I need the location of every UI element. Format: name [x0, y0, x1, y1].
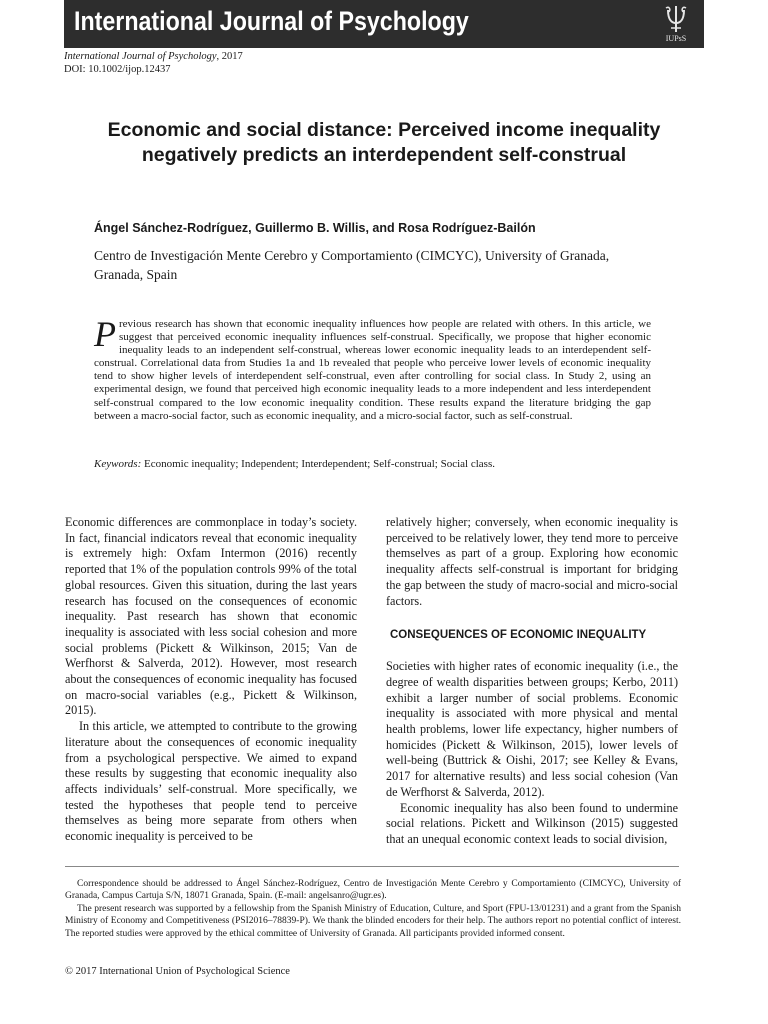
body-paragraph: In this article, we attempted to contribute to the growing literature about the consequences of economic inequality from a psychological perspective. We aimed to expand these results by suggesting that economic inequality also affects individuals’ self-construal. More specifically, we tested the hypotheses that people tend to perceive themselves as being more separate from others when economic inequality is perceived to be	[65, 719, 357, 844]
body-paragraph: Economic inequality has also been found to undermine social relations. Pickett and Wilkinson (2015) suggested that an unequal economic context leads to social division,	[386, 800, 678, 846]
article-title: Economic and social distance: Perceived income inequality negatively predicts an interdependent self-construal	[107, 119, 661, 166]
citation-line	[64, 50, 243, 63]
keywords	[94, 458, 495, 471]
citation-journal: International Journal of Psychology	[64, 51, 217, 62]
abstract-text: revious research has shown that economic inequality influences how people are related with others. In this article, we suggest that perceived economic inequality influences self-construal. Specifically, we propose that higher economic inequality leads to an independent self-construal, whereas lower economic inequality leads to an interdependent self-construal. Correlational data from Studies 1a and 1b revealed that people who perceive lower levels of economic inequality tend to show higher levels of interdependent self-construal, even after controlling for social class. In Study 2, using an experimental design, we found that perceived high economic inequality leads to a more independent and less interdependent self-construal compared to the low economic inequality condition. These results expand the literature bridging the gap between a macro-social factor, such as economic inequality, and a micro-social factor, such as self-construal.	[94, 318, 651, 422]
funding-note: The present research was supported by a fellowship from the Spanish Ministry of Education, Culture, and Sport (FPU-13/01231) and a grant from the Spanish Ministry of Economy and Competitiveness (PSI2016–78839-P). We thank the blinded encoders for their help. The authors report no potential conflict of interest. The reported studies were approved by the ethical committee of University of Granada. All participants provided informed consent.	[65, 903, 681, 939]
body-column-right	[386, 515, 678, 848]
body-column-left	[65, 515, 357, 845]
section-heading: CONSEQUENCES OF ECONOMIC INEQUALITY	[390, 629, 647, 642]
journal-logo	[656, 4, 696, 46]
doi[interactable]: DOI: 10.1002/ijop.12437	[64, 64, 171, 75]
article-affiliation: Centro de Investigación Mente Cerebro y Comportamiento (CIMCYC), University of Granada, Granada, Spain	[94, 248, 610, 282]
logo-lettering: IUPsS	[665, 34, 687, 43]
journal-title: International Journal of Psychology	[74, 6, 469, 36]
body-paragraph: Economic differences are commonplace in today’s society. In fact, financial indicators reveal that economic inequality is extremely high: Oxfam Intermon (2016) recently reported that 1% of the population controls 99% of the total global resources. Given this situation, during the last years research has focused on the consequences of economic inequality. Past research has shown that economic inequality is associated with less social cohesion and more social problems (Pickett & Wilkinson, 2015; Van de Werfhorst & Salverda, 2012). However, most research about the consequences of economic inequality has focused on macro-social variables (e.g., Pickett & Wilkinson, 2015).	[65, 515, 357, 718]
correspondence-note: Correspondence should be addressed to Ángel Sánchez-Rodríguez, Centro de Investigación Mente Cerebro y Comportamiento (CIMCYC), University of Granada, Campus Cartuja S/N, 18071 Granada, Spain. (E-mail: angelsanro@ugr.es).	[65, 879, 681, 902]
keywords-label: Keywords:	[94, 458, 142, 470]
footnote-divider	[65, 866, 679, 867]
copyright: © 2017 International Union of Psychological Science	[65, 966, 290, 977]
citation-year: , 2017	[216, 51, 243, 62]
article-authors: Ángel Sánchez-Rodríguez, Guillermo B. Willis, and Rosa Rodríguez-Bailón	[94, 221, 536, 235]
journal-banner	[64, 0, 704, 48]
psi-emblem-icon	[663, 4, 689, 34]
footnotes	[65, 878, 681, 940]
body-paragraph: relatively higher; conversely, when economic inequality is perceived to be relatively lower, they tend more to perceive themselves as part of a group. Exploring how economic inequality affects self-construal is important for bridging the gap between the study of macro-social and micro-social factors.	[386, 515, 678, 608]
body-paragraph: Societies with higher rates of economic inequality (i.e., the degree of wealth disparities between groups; Kerbo, 2011) exhibit a larger number of social problems. Economic inequality is associated with more physical and mental health problems, lower life expectancy, higher numbers of homicides (Pickett & Wilkinson, 2015), lower levels of well-being (Buttrick & Oishi, 2017; see Kelley & Evans, 2017 for alternative results) and less social cohesion (Van de Werfhorst & Salverda, 2012).	[386, 659, 678, 799]
keywords-text: Economic inequality; Independent; Interdependent; Self-construal; Social class.	[141, 458, 495, 470]
abstract-dropcap: P	[94, 314, 116, 354]
citation-meta	[64, 50, 243, 76]
abstract	[94, 314, 651, 423]
